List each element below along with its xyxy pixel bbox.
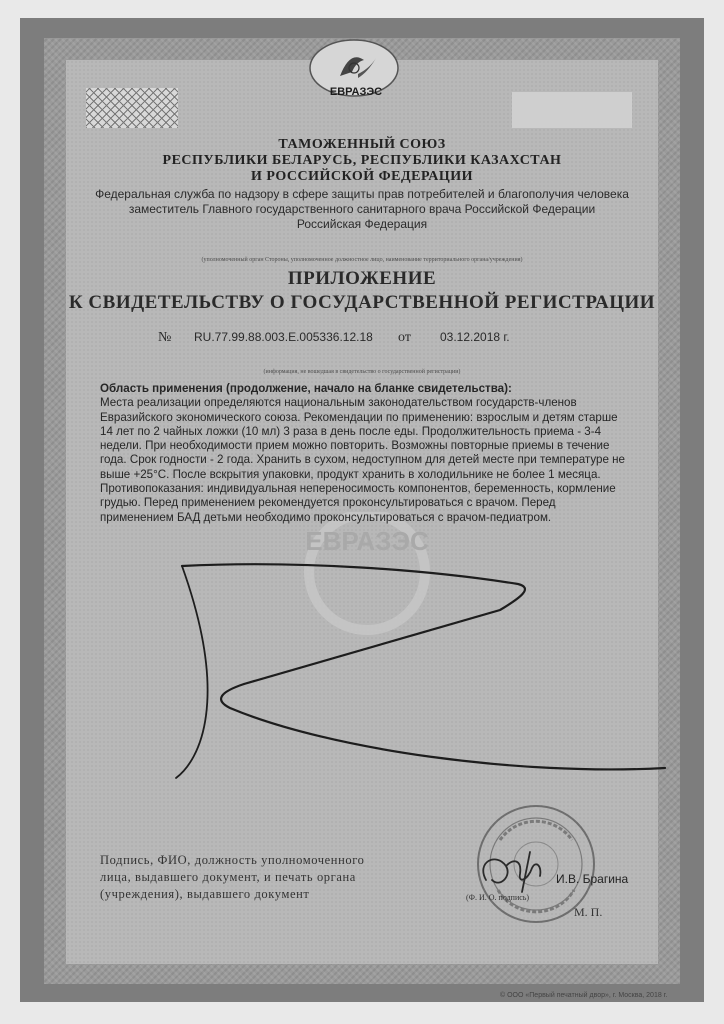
number-sign: № xyxy=(158,330,172,345)
title-line-2: К СВИДЕТЕЛЬСТВУ О ГОСУДАРСТВЕННОЙ РЕГИСТРАЦИИ xyxy=(68,292,656,313)
emblem-label: ЕВРАЗЭС xyxy=(329,86,383,98)
union-line-3: И РОССИЙСКОЙ ФЕДЕРАЦИИ xyxy=(251,169,473,184)
signature-label xyxy=(100,852,420,903)
scope-line: 14 лет по 2 чайных ложки (10 мл) 3 раза в день после еды. Продолжительность приема - 3-4 xyxy=(100,424,602,438)
union-line-1: ТАМОЖЕННЫЙ СОЮЗ xyxy=(278,137,446,152)
scope-line: применением БАД детьми необходимо проконсультироваться с врачом-педиатром. xyxy=(100,510,552,524)
signature-label-line: лица, выдавшего документ, и печать органа xyxy=(100,870,356,884)
signature-label-line: Подпись, ФИО, должность уполномоченного xyxy=(100,853,365,867)
agency-line-1: Федеральная служба по надзору в сфере защиты прав потребителей и благополучия человека xyxy=(95,187,629,201)
scope-heading: Область применения (продолжение, начало на бланке свидетельства): xyxy=(100,382,512,395)
registration-number: RU.77.99.88.003.Е.005336.12.18 xyxy=(194,330,373,344)
agency-line-2: заместитель Главного государственного санитарного врача Российской Федерации xyxy=(128,202,596,216)
agency-line-3: Российская Федерация xyxy=(296,217,428,231)
printer-credit: © ООО «Первый печатный двор», г. Москва, 2018 г. xyxy=(500,992,668,999)
registration-date: 03.12.2018 г. xyxy=(440,330,510,344)
scope-line: года. Срок годности - 2 года. Хранить в сухом, недоступном для детей месте при температуре не xyxy=(100,453,625,467)
watermark-text: ЕВРАЗЭС xyxy=(305,526,429,556)
watermark-emblem-icon xyxy=(242,512,492,762)
union-line-2: РЕСПУБЛИКИ БЕЛАРУСЬ, РЕСПУБЛИКИ КАЗАХСТАН xyxy=(162,153,562,168)
scope-line: грудью. Перед применением рекомендуется проконсультироваться с врачом. Перед xyxy=(100,496,556,510)
security-hatch-pattern xyxy=(86,88,178,128)
from-label: от xyxy=(398,330,411,345)
registration-caption: (информация, не вошедшая в свидетельство о государственной регистрации) xyxy=(263,369,461,375)
seal-caption: М. П. xyxy=(574,905,603,919)
scope-line: недели. При необходимости прием можно повторить. Возможны повторные приемы в течение xyxy=(100,439,610,453)
scope-line: выше +25°С. После вскрытия упаковки, продукт хранить в холодильнике не более 1 месяца. xyxy=(100,467,601,481)
application-scope-text xyxy=(100,382,630,525)
signature-label-line: (учреждения), выдавшего документ xyxy=(100,887,310,901)
signer-name: И.В. Брагина xyxy=(556,872,629,886)
scope-line: Противопоказания: индивидуальная непереносимость компонентов, беременность, кормление xyxy=(100,482,616,496)
issuer-caption: (уполномоченный орган Стороны, уполномоченное должностное лицо, наименование территориального органа/учреждения) xyxy=(201,257,523,263)
scope-line: Места реализации определяются национальным законодательством государств-членов xyxy=(100,396,577,410)
title-line-1: ПРИЛОЖЕНИЕ xyxy=(287,268,437,289)
fio-caption: (Ф. И. О. подпись) xyxy=(466,893,530,902)
scope-line: Евразийского экономического союза. Рекомендации по применению: взрослым и детям старше xyxy=(100,410,618,424)
blank-field xyxy=(512,92,632,128)
